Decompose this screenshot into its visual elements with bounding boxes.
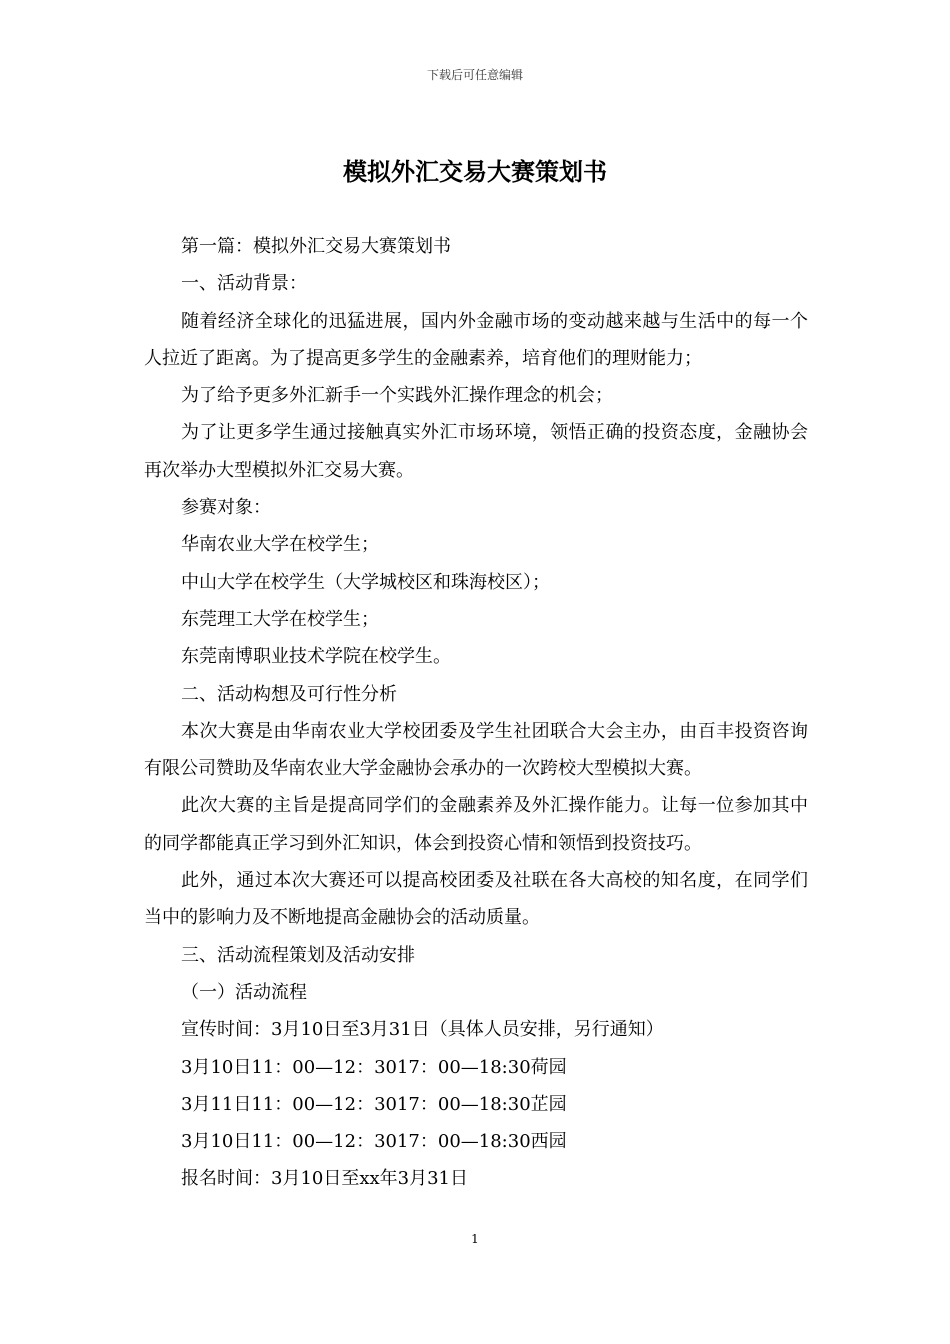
page-number: 1 — [471, 1232, 479, 1246]
heading-part-one: 第一篇：模拟外汇交易大赛策划书 — [181, 236, 451, 257]
schedule-item: 3月10日11：00—12：3017：00—18:30西园 — [181, 1131, 567, 1153]
schedule-item: 3月10日11：00—12：3017：00—18:30荷园 — [181, 1056, 567, 1078]
paragraph: 此外，通过本次大赛还可以提高校团委及社联在各大高校的知名度，在同学们当中的影响力及不断地提高金融协会的活动质量。 — [144, 870, 808, 929]
participant-item: 中山大学在校学生（大学城校区和珠海校区）； — [181, 571, 550, 593]
schedule-item: 3月11日11：00—12：3017：00—18:30芷园 — [181, 1093, 567, 1115]
document-title: 模拟外汇交易大赛策划书 — [343, 157, 607, 186]
schedule-item: 报名时间：3月10日至xx年3月31日 — [181, 1168, 469, 1190]
paragraph: 此次大赛的主旨是提高同学们的金融素养及外汇操作能力。让每一位参加其中的同学都能真正学习到外汇知识，体会到投资心情和领悟到投资技巧。 — [144, 795, 808, 854]
paragraph: 本次大赛是由华南农业大学校团委及学生社团联合大会主办，由百丰投资咨询有限公司赞助及华南农业大学金融协会承办的一次跨校大型模拟大赛。 — [144, 720, 808, 780]
heading-background: 一、活动背景： — [181, 273, 307, 295]
subheading-flow: （一）活动流程 — [181, 981, 307, 1003]
heading-participants: 参赛对象： — [181, 497, 271, 519]
paragraph: 随着经济全球化的迅猛进展，国内外金融市场的变动越来越与生活中的每一个人拉近了距离。为了提高更多学生的金融素养，培育他们的理财能力； — [144, 310, 808, 369]
heading-process: 三、活动流程策划及活动安排 — [181, 944, 415, 966]
schedule-item: 宣传时间：3月10日至3月31日（具体人员安排，另行通知） — [181, 1019, 664, 1041]
page-header-note: 下载后可任意编辑 — [426, 68, 523, 82]
document-body — [144, 228, 808, 1198]
paragraph: 为了给予更多外汇新手一个实践外汇操作理念的机会； — [181, 385, 613, 407]
participant-item: 东莞南博职业技术学院在校学生。 — [181, 646, 451, 668]
participant-item: 东莞理工大学在校学生； — [181, 608, 379, 630]
participant-item: 华南农业大学在校学生； — [181, 534, 379, 556]
heading-concept: 二、活动构想及可行性分析 — [181, 683, 397, 705]
paragraph: 为了让更多学生通过接触真实外汇市场环境，领悟正确的投资态度，金融协会再次举办大型模拟外汇交易大赛。 — [144, 422, 808, 481]
